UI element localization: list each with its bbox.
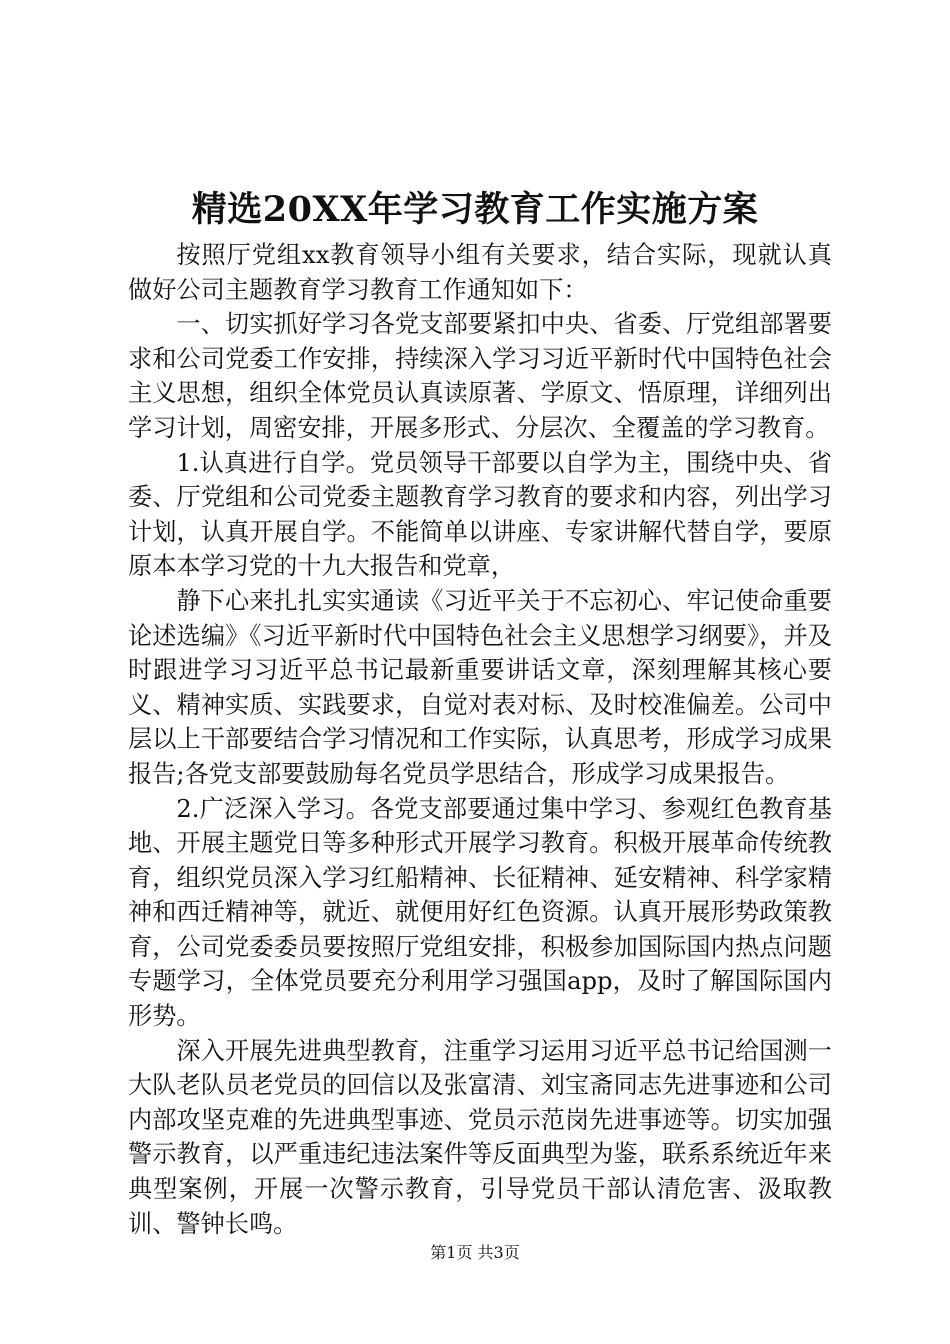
paragraph-section-one: 一、切实抓好学习各党支部要紧扣中央、省委、厅党组部署要求和公司党委工作安排，持续深入学习习近平新时代中国特色社会主义思想，组织全体党员认真读原著、学原文、悟原理，详细列出学习计划，周密安排，开展多形式、分层次、全覆盖的学习教育。: [128, 310, 832, 442]
paragraph-reading: 静下心来扎扎实实通读《习近平关于不忘初心、牢记使命重要论述选编》《习近平新时代中国特色社会主义思想学习纲要》，并及时跟进学习习近平总书记最新重要讲话文章，深刻理解其核心要义、精神实质、实践要求，自觉对表对标、及时校准偏差。公司中层以上干部要结合学习情况和工作实际，认真思考，形成学习成果报告;各党支部要鼓励每名党员学思结合，形成学习成果报告。: [128, 586, 832, 788]
document-title: 精选20XX年学习教育工作实施方案: [191, 189, 759, 230]
document-body: [128, 238, 832, 1241]
page-footer: 第1页 共3页: [430, 1243, 520, 1262]
paragraph-exemplary-education: 深入开展先进典型教育，注重学习运用习近平总书记给国测一大队老队员老党员的回信以及张富清、刘宝斋同志先进事迹和公司内部攻坚克难的先进典型事迹、党员示范岗先进事迹等。切实加强警示教育，以严重违纪违法案件等反面典型为鉴，联系系统近年来典型案例，开展一次警示教育，引导党员干部认清危害、汲取教训、警钟长鸣。: [128, 1036, 832, 1238]
paragraph-self-study: 1.认真进行自学。党员领导干部要以自学为主，围绕中央、省委、厅党组和公司党委主题教育学习教育的要求和内容，列出学习计划，认真开展自学。不能简单以讲座、专家讲解代替自学，要原原本本学习党的十九大报告和党章，: [128, 448, 832, 581]
paragraph-intro: 按照厅党组xx教育领导小组有关要求，结合实际，现就认真做好公司主题教育学习教育工作通知如下：: [128, 241, 832, 304]
paragraph-broad-study: 2.广泛深入学习。各党支部要通过集中学习、参观红色教育基地、开展主题党日等多种形式开展学习教育。积极开展革命传统教育，组织党员深入学习红船精神、长征精神、延安精神、科学家精神和西迁精神等，就近、就便用好红色资源。认真开展形势政策教育，公司党委委员要按照厅党组安排，积极参加国际国内热点问题专题学习，全体党员要充分利用学习强国app，及时了解国际国内形势。: [128, 794, 832, 1031]
